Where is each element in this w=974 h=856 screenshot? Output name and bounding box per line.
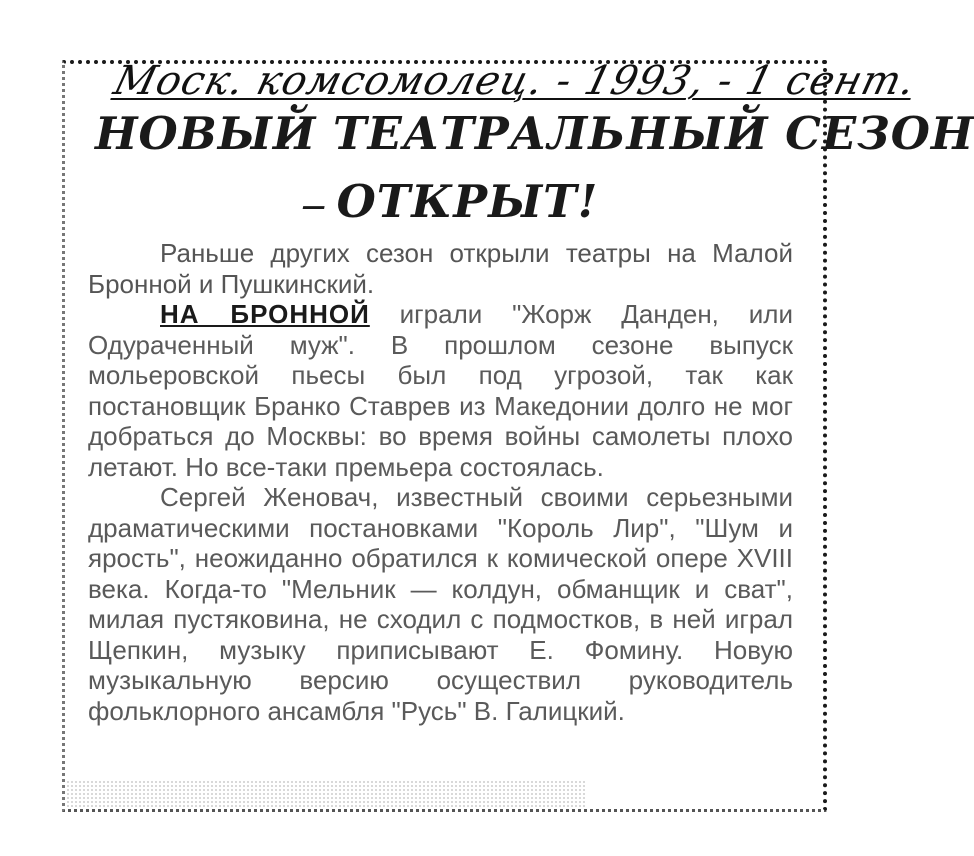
handwritten-source-note: Моск. комсомолец. - 1993, - 1 сент. bbox=[109, 58, 921, 104]
headline-line-1: НОВЫЙ ТЕАТРАЛЬНЫЙ СЕЗОН bbox=[95, 107, 974, 160]
headline-line-2: ОТКРЫТ! bbox=[336, 175, 599, 228]
headline-dash: — bbox=[301, 190, 327, 220]
section-lead-caps: НА БРОННОЙ bbox=[160, 299, 370, 329]
headline-line-2-wrap bbox=[95, 176, 805, 232]
article-paragraph-2 bbox=[88, 299, 793, 482]
article-paragraph-3: Сергей Женовач, известный своими серьезными драматическими постановками "Король Лир", "Шум и ярость", неожиданно обратился к комической опере XVIII века. Когда-то "Мельник — колдун, обманщик и сват", милая пустяковина, не сходил с подмостков, в ней играл Щепкин, музыку приписывают Е. Фомину. Новую музыкальную версию осуществил руководитель фольклорного ансамбля "Русь" В. Галицкий. bbox=[88, 482, 793, 726]
print-speckle-texture bbox=[66, 780, 586, 808]
article-headline bbox=[95, 107, 974, 232]
article-body bbox=[88, 238, 793, 726]
article-paragraph-1: Раньше других сезон открыли театры на Малой Бронной и Пушкинский. bbox=[88, 238, 793, 299]
article-paragraph-2-text: играли "Жорж Данден, или Одураченный муж". В прошлом сезоне выпуск мольеровской пьесы был под угрозой, так как постановщик Бранко Ставрев из Македонии долго не мог добраться до Москвы: во время войны самолеты плохо летают. Но все-таки премьера состоялась. bbox=[88, 299, 793, 482]
